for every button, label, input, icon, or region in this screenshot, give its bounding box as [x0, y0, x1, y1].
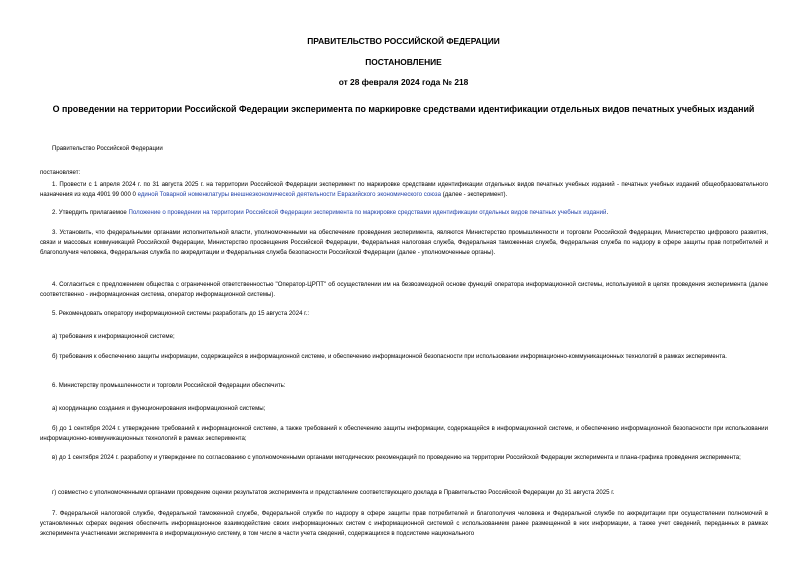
document-title: О проведении на территории Российской Федерации эксперимента по маркировке средствами идентификации отдельных видов печатных учебных изданий	[52, 104, 755, 114]
issuing-authority: ПРАВИТЕЛЬСТВО РОССИЙСКОЙ ФЕДЕРАЦИИ	[307, 36, 500, 46]
paragraph-6: 6. Министерству промышленности и торговли Российской Федерации обеспечить:	[52, 382, 286, 389]
paragraph-2-tail: .	[606, 209, 609, 216]
paragraph-5a: а) требования к информационной системе;	[52, 333, 175, 340]
paragraph-5b: б) требования к обеспечению защиты информации, содержащейся в информационной системе, и обеспечению информационной безопасности при использовании информационно-коммуникационных технологий в рамках эксперимента.	[52, 353, 727, 360]
document-type: ПОСТАНОВЛЕНИЕ	[365, 57, 442, 67]
paragraph-7: 7. Федеральной налоговой службе, Федеральной таможенной службе, Федеральной службе по надзору в сфере защиты прав потребителей и благополучия человека и Федеральной службе по аккредитации при осуществлении полномочий в установленных сферах ведения обеспечить информационное взаимодействие своих информационных систем с информационной системой с использованием ранее размещенной в них информации, а также учет сведений, переданных в рамках эксперимента участниками эксперимента в информационную систему, в том числе в части учета сведений, содержащихся в подсистеме национального	[40, 510, 768, 537]
paragraph-1-tail: (далее - эксперимент).	[440, 191, 508, 198]
paragraph-3: 3. Установить, что федеральными органами исполнительной власти, уполномоченными на обеспечение проведения эксперимента, являются Министерство промышленности и торговли Российской Федерации, Министерство цифрового развития, связи и массовых коммуникаций Российской Федерации, Министерство просвещения Российской Федерации, Федеральная налоговая служба, Федеральная таможенная служба, Федеральная служба по надзору в сфере защиты прав потребителей и благополучия человека, Федеральная служба по аккредитации и Федеральная служба безопасности Российской Федерации (далее - уполномоченные органы).	[40, 229, 768, 256]
paragraph-4: 4. Согласиться с предложением общества с ограниченной ответственностью "Оператор-ЦРПТ" об осуществлении им на безвозмездной основе функций оператора информационной системы, используемой в целях проведения эксперимента (далее соответственно - информационная система, оператор информационной системы).	[40, 281, 768, 298]
paragraph-6c: в) до 1 сентября 2024 г. разработку и утверждение по согласованию с уполномоченными органами методических рекомендаций по проведению на территории Российской Федерации эксперимента и плана-графика проведения эксперимента;	[52, 454, 741, 461]
paragraph-1-text: 1. Провести с 1 апреля 2024 г. по 31 августа 2025 г. на территории Российской Федерации эксперимент по маркировке средствами идентификации отдельных видов печатных учебных изданий - печатных учебных изданий общеобразовательного назначения из кода 4901 99 000 0	[40, 181, 768, 198]
paragraph-5: 5. Рекомендовать оператору информационной системы разработать до 15 августа 2024 г.:	[52, 310, 310, 317]
paragraph-6b: б) до 1 сентября 2024 г. утверждение требований к информационной системе, а также требований к обеспечению защиты информации, содержащейся в информационной системе, и обеспечению информационной безопасности при использовании информационно-коммуникационных технологий в рамках эксперимента;	[40, 425, 768, 442]
paragraph-6a: а) координацию создания и функционирования информационной системы;	[52, 405, 266, 412]
decides-line: постановляет:	[40, 169, 81, 176]
tnved-link[interactable]: единой Товарной номенклатуры внешнеэкономической деятельности Евразийского экономического союза	[137, 191, 441, 198]
paragraph-6d: г) совместно с уполномоченными органами проведение оценки результатов эксперимента и представление соответствующего доклада в Правительство Российской Федерации до 31 августа 2025 г.	[52, 489, 615, 496]
paragraph-2	[40, 208, 768, 218]
paragraph-1	[40, 180, 768, 200]
paragraph-2-text: 2. Утвердить прилагаемое	[52, 209, 129, 216]
regulation-link[interactable]: Положение о проведении на территории Российской Федерации эксперимента по маркировке средствами идентификации отдельных видов печатных учебных изданий	[128, 209, 607, 216]
document-date-number: от 28 февраля 2024 года № 218	[338, 77, 469, 87]
government-line: Правительство Российской Федерации	[52, 145, 163, 152]
